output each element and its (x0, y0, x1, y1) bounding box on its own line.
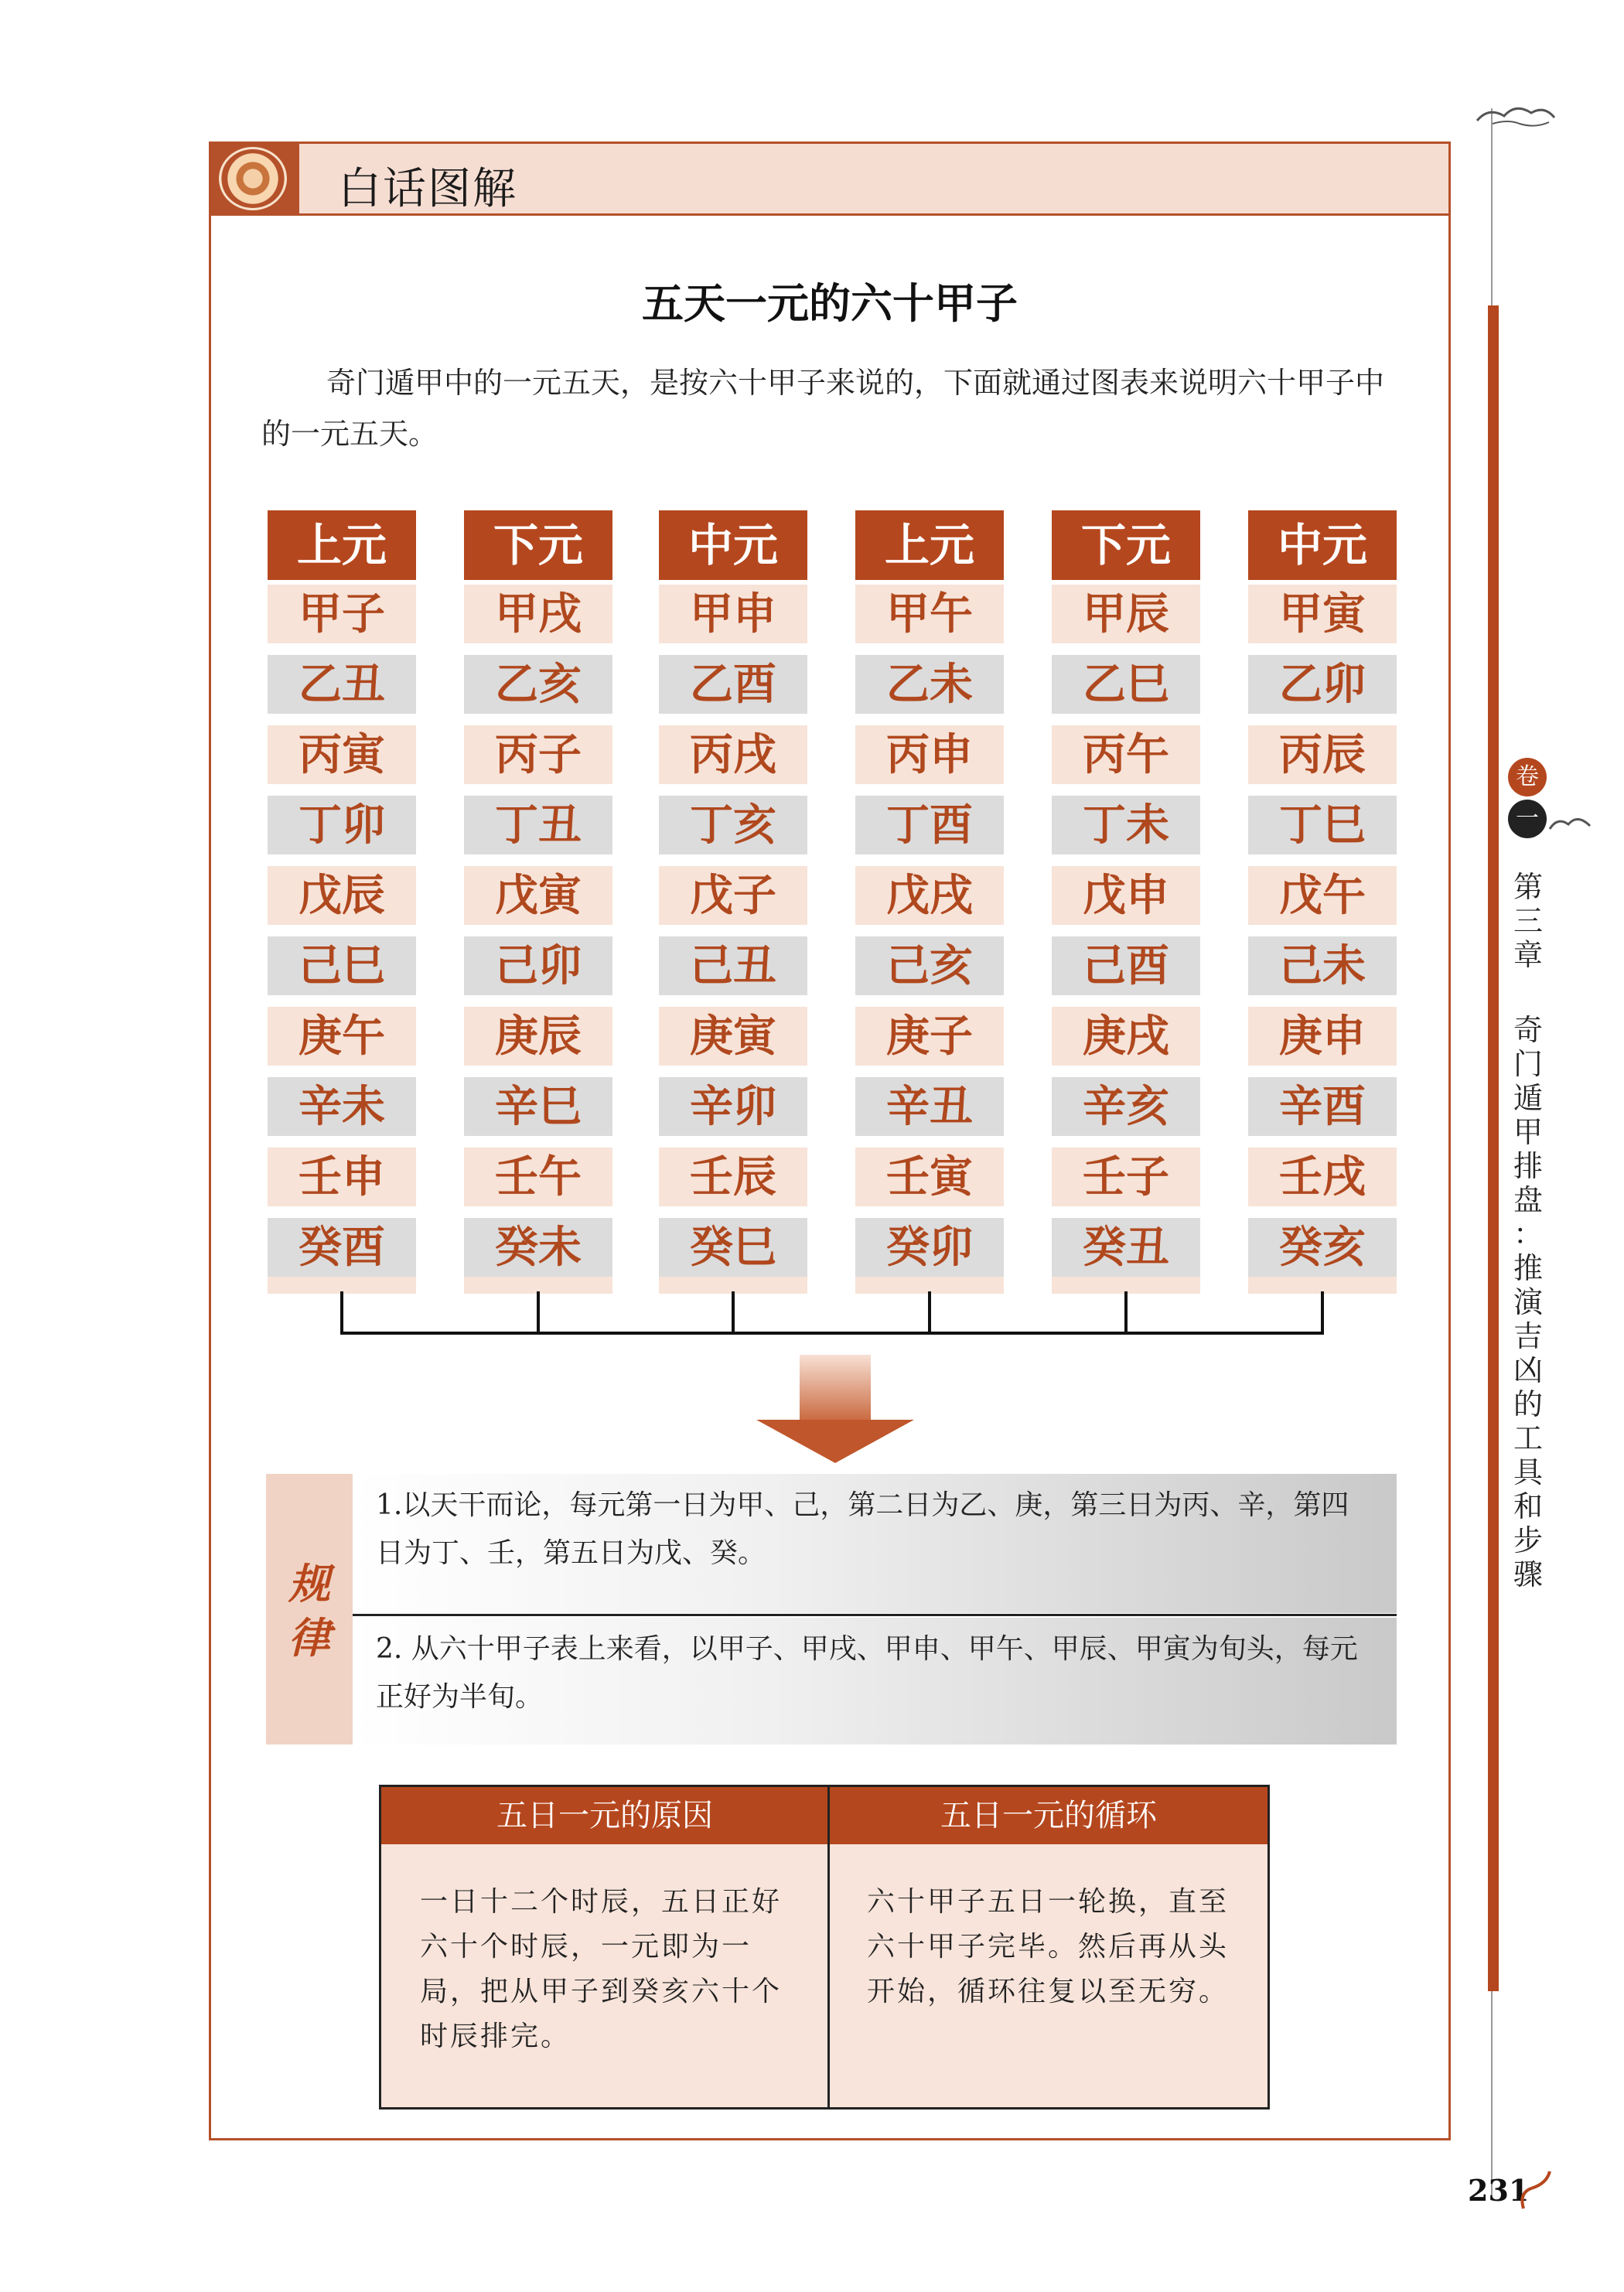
jiazi-cell: 丁卯 (268, 796, 416, 854)
jiazi-cell: 己巳 (268, 936, 416, 995)
jiazi-cell: 癸亥 (1248, 1218, 1397, 1277)
volume-badge: 卷 (1508, 758, 1547, 796)
section-header (209, 142, 1451, 216)
jiazi-column (659, 510, 807, 1294)
jiazi-cell: 己丑 (659, 936, 807, 995)
jiazi-cell: 壬子 (1052, 1148, 1200, 1206)
emblem-icon (219, 147, 287, 210)
jiazi-cell: 辛未 (268, 1077, 416, 1136)
column-header-cycle: 五日一元的循环 (830, 1787, 1267, 1844)
rule-item-2: 2. 从六十甲子表上来看，以甲子、甲戌、甲申、甲午、甲辰、甲寅为旬头，每元正好为半旬。 (353, 1618, 1397, 1745)
jiazi-column (268, 510, 416, 1294)
jiazi-cell: 乙丑 (268, 655, 416, 714)
intro-paragraph: 奇门遁甲中的一元五天，是按六十甲子来说的，下面就通过图表来说明六十甲子中的一元五天。 (261, 366, 1385, 451)
jiazi-cell: 己亥 (855, 936, 1004, 995)
jiazi-cell: 乙酉 (659, 655, 807, 714)
jiazi-column (855, 510, 1004, 1294)
rule-divider (353, 1614, 1397, 1616)
cloud-ornament-small-icon (1547, 810, 1593, 838)
column-heading: 下元 (1052, 510, 1200, 580)
jiazi-cell: 甲申 (659, 585, 807, 643)
column-divider (827, 1787, 830, 2107)
jiazi-cell: 辛丑 (855, 1077, 1004, 1136)
jiazi-cell: 甲辰 (1052, 585, 1200, 643)
jiazi-cell: 甲寅 (1248, 585, 1397, 643)
column-heading: 上元 (268, 510, 416, 580)
rule-label-char-1: 规 (288, 1559, 330, 1608)
jiazi-cell: 癸酉 (268, 1218, 416, 1277)
jiazi-cell: 辛巳 (464, 1077, 612, 1136)
jiazi-cell: 丙午 (1052, 725, 1200, 784)
jiazi-cell: 乙亥 (464, 655, 612, 714)
jiazi-cell: 壬午 (464, 1148, 612, 1206)
connector-tick (928, 1291, 931, 1335)
jiazi-cell: 癸未 (464, 1218, 612, 1277)
rule-item-1: 1.以天干而论，每元第一日为甲、己，第二日为乙、庚，第三日为丙、辛，第四日为丁、壬，第五日为戊、癸。 (353, 1474, 1397, 1613)
column-heading: 中元 (659, 510, 807, 580)
jiazi-cell: 庚申 (1248, 1007, 1397, 1066)
jiazi-cell: 己卯 (464, 936, 612, 995)
jiazi-cell: 戊戌 (855, 866, 1004, 925)
cycle-text: 六十甲子五日一轮换，直至六十甲子完毕。然后再从头开始，循环往复以至无穷。 (867, 1886, 1230, 2007)
jiazi-cell: 戊子 (659, 866, 807, 925)
rule-label-char-2: 律 (288, 1613, 330, 1663)
jiazi-cell: 丁未 (1052, 796, 1200, 854)
jiazi-cell: 壬申 (268, 1148, 416, 1206)
jiazi-cell: 庚戌 (1052, 1007, 1200, 1066)
connector-tick (537, 1291, 540, 1335)
logo-box (211, 144, 299, 213)
chapter-label: 第 三 章 (1513, 870, 1543, 972)
explanation-table (379, 1785, 1270, 2110)
jiazi-column (1248, 510, 1397, 1294)
jiazi-cell: 戊申 (1052, 866, 1200, 925)
jiazi-cell: 戊寅 (464, 866, 612, 925)
page-flourish-icon (1516, 2170, 1554, 2216)
jiazi-cell: 癸巳 (659, 1218, 807, 1277)
jiazi-cell: 癸丑 (1052, 1218, 1200, 1277)
connector-tick (1124, 1291, 1128, 1335)
jiazi-cell: 丁巳 (1248, 796, 1397, 854)
jiazi-cell: 庚寅 (659, 1007, 807, 1066)
column-header-reason: 五日一元的原因 (381, 1787, 828, 1844)
connector-tick (732, 1291, 735, 1335)
volume-number-badge: 一 (1508, 800, 1547, 838)
column-heading: 上元 (855, 510, 1004, 580)
column-heading: 中元 (1248, 510, 1397, 580)
jiazi-cell: 癸卯 (855, 1218, 1004, 1277)
jiazi-cell: 乙卯 (1248, 655, 1397, 714)
jiazi-cell: 丙申 (855, 725, 1004, 784)
jiazi-cell: 甲子 (268, 585, 416, 643)
rule-label (266, 1474, 353, 1745)
jiazi-cell: 甲戌 (464, 585, 612, 643)
jiazi-cell: 壬戌 (1248, 1148, 1397, 1206)
jiazi-cell: 壬寅 (855, 1148, 1004, 1206)
connector-tick (340, 1291, 343, 1335)
jiazi-cell: 庚午 (268, 1007, 416, 1066)
page-number: 231 (1468, 2173, 1530, 2208)
jiazi-cell: 辛卯 (659, 1077, 807, 1136)
cloud-ornament-icon (1473, 99, 1558, 130)
jiazi-cell: 乙未 (855, 655, 1004, 714)
column-heading: 下元 (464, 510, 612, 580)
chapter-title: 奇 门 遁 甲 排 盘 ： 推 演 吉 凶 的 工 具 和 步 骤 (1513, 1013, 1543, 1591)
section-title: 白话图解 (338, 164, 517, 214)
jiazi-cell: 丙辰 (1248, 725, 1397, 784)
jiazi-cell: 丙子 (464, 725, 612, 784)
connector-line (340, 1332, 1321, 1335)
jiazi-cell: 己未 (1248, 936, 1397, 995)
down-arrow-icon (756, 1420, 914, 1463)
jiazi-cell: 庚辰 (464, 1007, 612, 1066)
jiazi-cell: 戊午 (1248, 866, 1397, 925)
page-title: 五天一元的六十甲子 (642, 279, 1018, 328)
jiazi-cell: 庚子 (855, 1007, 1004, 1066)
sidebar-accent-bar (1488, 305, 1499, 1991)
jiazi-column (1052, 510, 1200, 1294)
jiazi-cell: 丙寅 (268, 725, 416, 784)
jiazi-cell: 辛亥 (1052, 1077, 1200, 1136)
reason-text: 一日十二个时辰，五日正好六十个时辰，一元即为一局，把从甲子到癸亥六十个时辰排完。 (420, 1886, 783, 2052)
jiazi-cell: 壬辰 (659, 1148, 807, 1206)
jiazi-cell: 辛酉 (1248, 1077, 1397, 1136)
rule-box (266, 1474, 1397, 1745)
down-arrow-shaft (800, 1355, 871, 1421)
jiazi-cell: 己酉 (1052, 936, 1200, 995)
jiazi-column (464, 510, 612, 1294)
jiazi-cell: 甲午 (855, 585, 1004, 643)
jiazi-cell: 乙巳 (1052, 655, 1200, 714)
jiazi-cell: 丙戌 (659, 725, 807, 784)
jiazi-cell: 戊辰 (268, 866, 416, 925)
jiazi-cell: 丁丑 (464, 796, 612, 854)
jiazi-cell: 丁酉 (855, 796, 1004, 854)
connector-tick (1321, 1291, 1324, 1335)
jiazi-cell: 丁亥 (659, 796, 807, 854)
